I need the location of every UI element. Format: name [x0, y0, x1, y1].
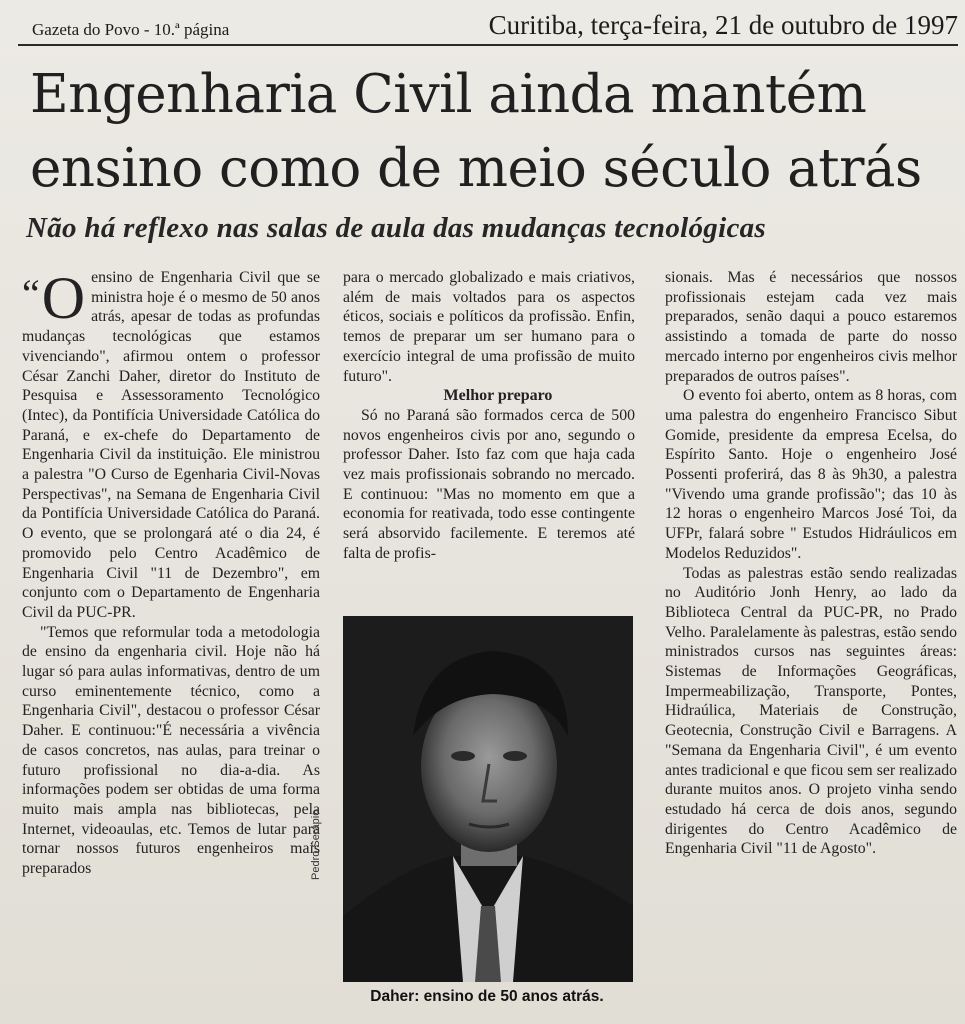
article-column-1: [22, 265, 320, 879]
article-paragraph: Só no Paraná são formados cerca de 500 novos engenheiros civis por ano, segundo o professor Daher. Isto faz com que haja cada vez mais profissionais sobrando no mercado. E continuou: "Mas no momento em que a economia for reativada, todo esse contingente será absorvido facilemente. E teremos até falta de profis-: [343, 406, 635, 562]
article-paragraph: O evento foi aberto, ontem as 8 horas, com uma palestra do engenheiro Francisco Sibut Gomide, presidente da empresa Ecelsa, do Espírito Santo. Hoje o engenheiro José Possenti proferirá, das 8 às 9h30, a palestra "Vivendo uma grande profissão"; das 10 às 12 horas o engenheiro Marcos José Toi, da UFPr, falará sobre " Estudos Hidráulicos em Modelos Reduzidos".: [665, 387, 957, 562]
headline: [30, 58, 950, 206]
section-subtitle: Melhor preparo: [443, 387, 553, 405]
article-column-2: [343, 268, 635, 564]
opening-quote-mark: “: [22, 271, 40, 316]
article-paragraph: Todas as palestras estão sendo realizadas no Auditório Jonh Henry, ao lado da Biblioteca Central da PUC-PR, no Prado Velho. Paralelamente às palestras, estão sendo ministrados cursos nas seguintes áreas: Sistemas de Informações Geográficas, Impermeabilização, Transporte, Pontes, Hidraúlica, Materiais de Construção, Geotecnia, Construção Civil e Barragens. A "Semana da Engenharia Civil", é um evento antes tradicional e que ficou sem ser realizado durante muitos anos. O projeto vinha sendo estudado há cerca de dois anos, segundo dirigentes do Centro Acadêmico de Engenharia Civil "11 de Agosto".: [665, 564, 957, 858]
portrait-illustration: [343, 616, 633, 982]
photo-caption: Daher: ensino de 50 anos atrás.: [370, 988, 604, 1005]
article-column-3: [665, 268, 957, 859]
section-label: Gazeta do Povo - 10.ª página: [32, 20, 230, 39]
article-paragraph: sionais. Mas é necessários que nossos profissionais estejam cada vez mais preparados, senão daqui a pouco estaremos assistindo a tomada de parte do nosso mercado interno por engenheiros civis melhor preparados de outros países".: [665, 269, 957, 385]
headline-line-2: ensino como de meio século atrás: [30, 138, 922, 199]
dateline: Curitiba, terça-feira, 21 de outubro de 1997: [488, 10, 958, 40]
paragraph-text: ensino de Engenharia Civil que se ministra hoje é o mesmo de 50 anos atrás, apesar de todas as profundas mudanças tecnológicas que estamos vivenciando", afirmou ontem o professor César Zanchi Daher, diretor do Instituto de Pesquisa e Assessoramento Tecnológico (Intec), da Pontifícia Universidade Católica do Paraná, e ex-chefe do Departamento de Engenharia Civil da instituição. Ele ministrou a palestra "O Curso de Egenharia Civil-Novas Perspectivas", na Semana de Engenharia Civil da Pontifícia Universidade Católica do Paraná. O evento, que se prolongará até o dia 24, é promovido pelo Centro Acadêmico de Engenharia Civil "11 de Dezembro", em conjunto com o Departamento de Engenharia Civil da PUC-PR.: [22, 269, 320, 621]
article-paragraph: [22, 265, 320, 623]
photo-credit: Pedro Serápio: [310, 809, 322, 880]
article-paragraph: para o mercado globalizado e mais criativos, além de mais voltados para os aspectos éticos, sociais e políticos da profissão. Enfin, temos de preparar um ser humano para o exercício integral de uma profissão de muito futuro".: [343, 269, 635, 385]
portrait-photo: [343, 616, 633, 982]
drop-cap: O: [41, 265, 86, 331]
subheadline: Não há reflexo nas salas de aula das mudanças tecnológicas: [26, 212, 767, 244]
page-header: [18, 8, 958, 46]
headline-line-1: Engenharia Civil ainda mantém: [30, 64, 867, 125]
article-paragraph: "Temos que reformular toda a metodologia de ensino da engenharia civil. Hoje não há lugar só para aulas informativas, dentro de um curso eminentemente técnico, como a Engenharia Civil", destacou o professor César Daher. E continuou:"É necessária a vivência de casos concretos, nas aulas, para treinar o futuro profissional no dia-a-dia. As informações podem ser obtidas de uma forma muito mais ampla nas bibliotecas, pela Internet, videoaulas, etc. Temos de lutar para tornar nossos futuros engenheiros mais preparados: [22, 623, 320, 878]
